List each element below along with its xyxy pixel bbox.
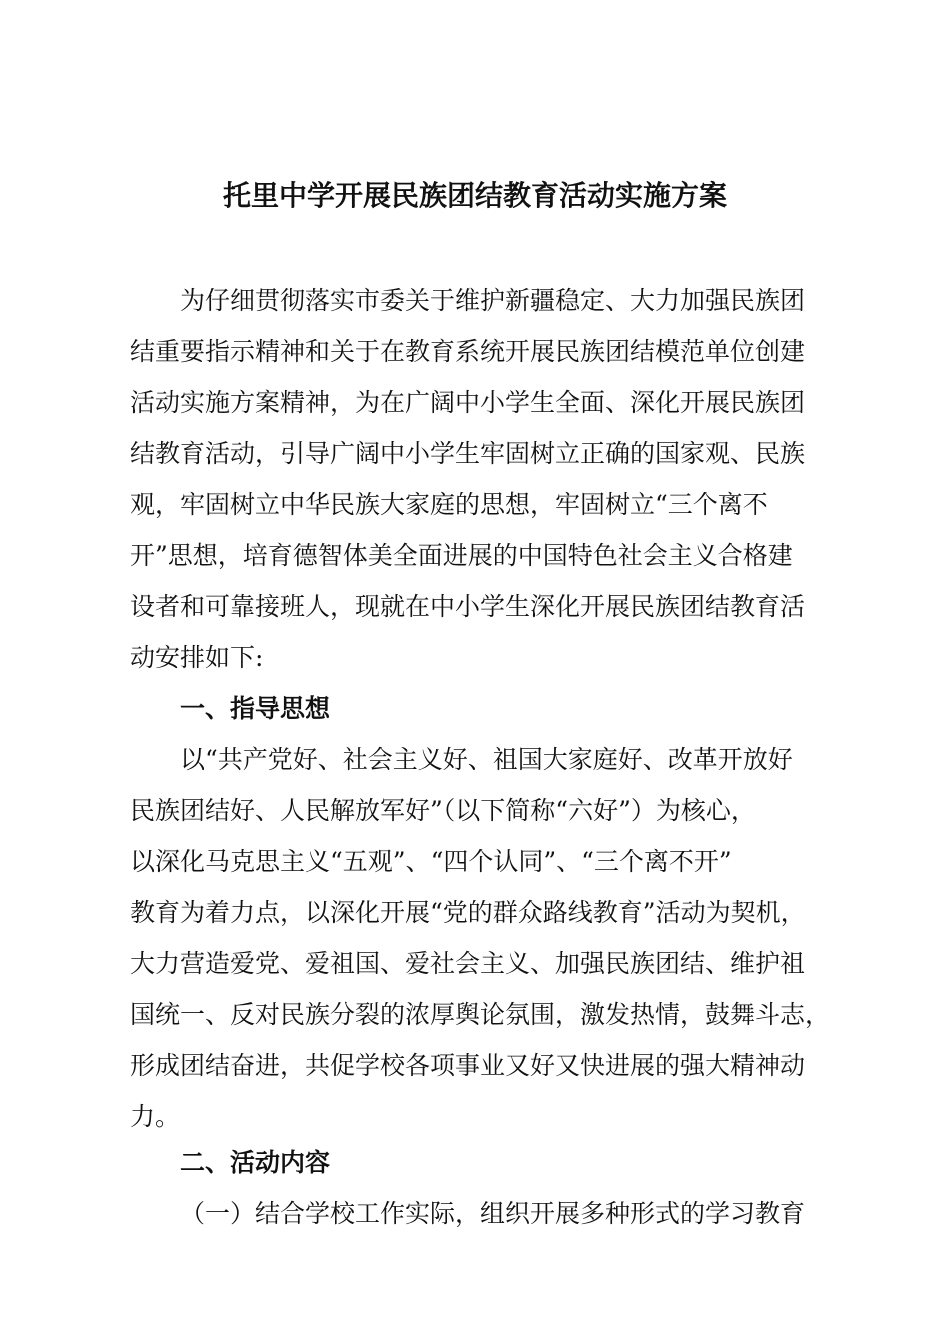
intro-line: 结教育活动，引导广阔中小学生牢固树立正确的国家观、民族	[130, 439, 806, 468]
section1-line: 大力营造爱党、爱祖国、爱社会主义、加强民族团结、维护祖	[130, 949, 806, 978]
intro-line: 结重要指示精神和关于在教育系统开展民族团结模范单位创建	[130, 337, 806, 366]
section2-line: （一）结合学校工作实际，组织开展多种形式的学习教育	[180, 1199, 806, 1228]
section-heading-activity-content: 二、活动内容	[180, 1148, 331, 1177]
intro-line: 动安排如下:	[130, 643, 264, 672]
intro-line: 活动实施方案精神，为在广阔中小学生全面、深化开展民族团	[130, 388, 806, 417]
intro-line: 设者和可靠接班人，现就在中小学生深化开展民族团结教育活	[130, 592, 806, 621]
intro-line: 为仔细贯彻落实市委关于维护新疆稳定、大力加强民族团	[180, 286, 806, 315]
section1-line: 教育为着力点，以深化开展“党的群众路线教育”活动为契机，	[130, 898, 806, 927]
section1-line: 力。	[130, 1102, 181, 1131]
section1-line: 以深化马克思主义“五观”、“四个认同”、“三个离不开”	[130, 847, 732, 876]
document-title: 托里中学开展民族团结教育活动实施方案	[222, 179, 727, 212]
section1-line: 国统一、反对民族分裂的浓厚舆论氛围，激发热情，鼓舞斗志，	[130, 1000, 831, 1029]
section1-line: 形成团结奋进，共促学校各项事业又好又快进展的强大精神动	[130, 1051, 806, 1080]
intro-line: 开”思想，培育德智体美全面进展的中国特色社会主义合格建	[130, 541, 793, 570]
section-heading-guiding-thought: 一、指导思想	[180, 694, 331, 723]
intro-line: 观，牢固树立中华民族大家庭的思想，牢固树立“三个离不	[130, 490, 768, 519]
section1-line: 以“共产党好、社会主义好、祖国大家庭好、改革开放好	[180, 745, 793, 774]
section1-line: 民族团结好、人民解放军好”（以下简称“六好”）为核心，	[130, 796, 756, 825]
